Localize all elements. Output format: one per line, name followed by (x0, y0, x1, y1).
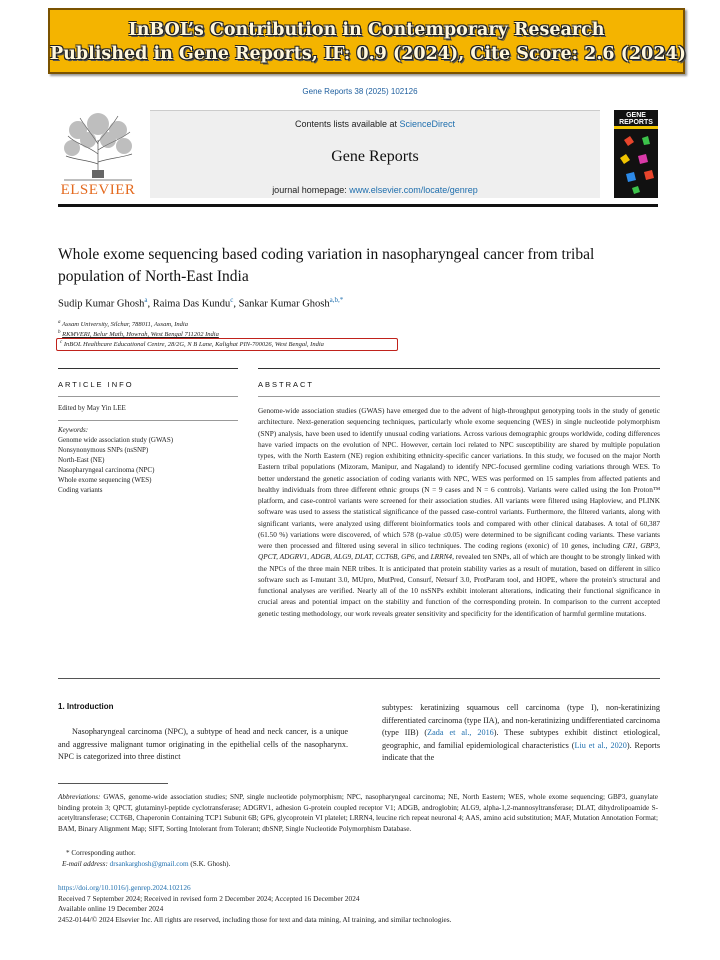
email-label: E-mail address: (62, 860, 110, 868)
abstract-and: and (416, 552, 431, 562)
abstract-text-1: Genome-wide association studies (GWAS) have emerged due to the advent of high-throughput genotyping tools in the study of genetic architecture. Next-generation sequencing techniques, particularly whole exome sequencing (WES) in single nucleotide polymorphism (SNP) analysis, have been used to identify unusual coding variations. Across various demographic groups worldwide, coding differences have varied impacts on the evolution of NPC. However, certain loci related to NPC susceptibility are shared by multiple population types, with the North Eastern (NE) region exhibiting ethnicity-specific cancer variations. In this study, we focused on the major North Eastern tribal populations (Mizoram, Manipur, and Nagaland) to identify NPC-focused germline coding variations through WES. To better understand the genetic association of coding variants with NPC, WES was performed on 15 samples from affected patients and healthy individuals from three different ethnic groups (N = 9 cases and N = 6 controls). Variants were called using the Ion Proton™ platform, and case-control variants were screened for their association studies. All variants were filtered using Haploview, and PLINK software was used to assess the statistical significance of the passed case-control variants. Furthermore, the filtered variants, along with significant variants, were analyzed using different bioinformatics tools and compared with other clinical databases. A total of 60,387 (61.50 %) variations were discovered, of which 578 (p-value ≤0.05) were determined to be significant coding variants. These variants were then processed and filtered using several in silico techniques. The coding regions (exonic) of 10 genes, including (258, 406, 660, 550)
author-3-sup[interactable]: a,b,* (329, 296, 344, 304)
intro-right-text-a: subtypes: keratinizing squamous cell carcinoma (type I), non-keratinizing differentiated carcinoma (type IIA), and non-keratinizing undifferentiated carcinoma (type IIB) ( (382, 703, 660, 737)
article-info-rule (58, 396, 238, 397)
copyright-notice: 2452-0144/© 2024 Elsevier Inc. All rights are reserved, including those for text and data mining, AI training, and similar technologies. (58, 914, 452, 924)
email-suffix: (S.K. Ghosh). (188, 860, 231, 868)
abstract-bottom-rule (58, 678, 660, 679)
cover-title-line-1: GENE (626, 112, 646, 119)
masthead-rule (58, 204, 658, 207)
reference-link[interactable]: Liu et al., 2020 (574, 740, 627, 750)
author-list (58, 296, 343, 310)
introduction-heading: 1. Introduction (58, 702, 114, 711)
available-online: Available online 19 December 2024 (58, 904, 164, 914)
abbreviations-footnote (58, 792, 658, 834)
affiliation-a (58, 320, 188, 328)
abbreviations-text: GWAS, genome-wide association studies; SNP, single nucleotide polymorphism; NPC, nasopharyngeal carcinoma; NE, North Eastern; WES, whole exome sequencing; GBP3, guanylate binding protein 3; QPCT, glutaminyl-peptide cyclotransferase; ADGRV1, adhesion G-protein coupled receptor V1; ADGB, androglobin; ALG9, alpha-1,2-mannosyltransferase; DLAT, dihydrolipoamide S-acetyltransferase; CCT6B, Chaperonin Containing TCP1 Subunit 6B; GP6, glycoprotein VI platelet; LRRN4, leucine rich repeat neuronal 4; AAS, amino acid substitution; MAF, Mutation Annotation Format; BAM, Binary Alignment Map; SIFT, Sorting Intolerant from Tolerant; dbSNP, Single Nucleotide Polymorphism Database. (58, 793, 658, 833)
abstract-last-gene: LRRN4 (430, 552, 453, 562)
sciencedirect-link[interactable]: ScienceDirect (399, 119, 456, 129)
abstract-top-rule (258, 368, 660, 369)
author-3[interactable]: Sankar Kumar Ghosh (238, 298, 330, 310)
intro-right-text-b: ). These subtypes exhibit distinct etiological, geographic, and familial epidemiological characteristics ( (382, 728, 660, 750)
author-1[interactable]: Sudip Kumar Ghosh (58, 298, 145, 310)
affiliation-b-text: RKMVERI, Belur Math, Howrah, West Bengal 711202 India (62, 331, 219, 339)
author-2-sup[interactable]: c (230, 296, 234, 304)
keyword-item: Nonsynonymous SNPs (nsSNP) (58, 446, 149, 454)
author-2[interactable]: Raima Das Kundu (152, 298, 231, 310)
introduction-left-column: Nasopharyngeal carcinoma (NPC), a subtype of head and neck cancer, is a unique and aggressive malignant tumor originating in the epithelial cells of the nasopharynx. NPC is categorized into three distinct (58, 727, 348, 761)
reference-link[interactable]: Zada et al., 2016 (427, 728, 494, 737)
article-info-top-rule (58, 368, 238, 369)
received-dates: Received 7 September 2024; Received in revised form 2 December 2024; Accepted 16 December 2024 (58, 893, 360, 903)
abbreviations-label: Abbreviations: (58, 793, 101, 801)
publisher-name: ELSEVIER (60, 182, 136, 198)
cover-title-line-2: REPORTS (619, 119, 653, 126)
affiliation-c-sup: c (60, 340, 63, 345)
contents-prefix: Contents lists available at (294, 119, 400, 129)
article-info-heading: ARTICLE INFO (58, 380, 134, 389)
article-title: Whole exome sequencing based coding variation in nasopharyngeal cancer from tribal population of North-East India (58, 246, 595, 285)
email-link[interactable]: drsankarghosh@gmail.com (109, 860, 189, 868)
homepage-link[interactable]: www.elsevier.com/locate/genrep (349, 185, 478, 195)
affiliation-a-sup: a (58, 320, 61, 325)
journal-masthead (58, 110, 658, 204)
journal-citation[interactable]: Gene Reports 38 (2025) 102126 (302, 87, 418, 96)
keywords-label: Keywords: (58, 426, 89, 434)
banner-line-2: Published in Gene Reports, IF: 0.9 (2024), Cite Score: 2.6 (2024) (50, 44, 686, 64)
journal-cover-thumbnail[interactable] (614, 110, 658, 198)
affiliation-b (58, 330, 219, 338)
cover-title (614, 112, 658, 126)
intro-right-text-c: ). Reports indicate that the (382, 740, 661, 762)
author-separator: , (233, 298, 239, 310)
edited-by: Edited by May Yin LEE (58, 404, 126, 412)
abstract-rule (258, 396, 660, 397)
affiliation-a-text: Assam University, Silchar, 788011, Assam, India (62, 321, 188, 329)
abstract-body (258, 405, 660, 619)
affiliation-b-sup: b (58, 330, 61, 335)
keyword-item: North-East (NE) (58, 456, 105, 464)
affiliation-c-text: InBOL Healthcare Educational Centre, 28/2G, N B Lane, Kalighat PIN-700026, West Bengal, India (63, 341, 324, 349)
keywords-rule (58, 420, 238, 421)
contents-available (150, 119, 600, 129)
keyword-item: Nasopharyngeal carcinoma (NPC) (58, 466, 155, 474)
journal-homepage (150, 185, 600, 195)
keyword-item: Genome wide association study (GWAS) (58, 436, 174, 444)
abstract-text-2: , revealed ten SNPs, all of which are thought to be strongly linked with the NPCs of the three main NER tribes. It is anticipated that protein stability varies as a result of mutation, based on different in silico software such as I-mutant 3.0, MUpro, MutPred, Consurf, Netsurf 3.0, ProtParam tool, and HOPE, where the protein's structural and functional analyses are verified. Nearly all of the 10 nsSNPs exhibit intolerant alterations, indicating their functional significance in crucial areas and potential impact on the stability and function of the corresponding protein. In comparison to the current accepted genetic testing methodology, our work reveals greater sensitivity and specificity for the identification of harmful germline mutations. (258, 552, 660, 618)
author-separator: , (147, 298, 153, 310)
keyword-item: Whole exome sequencing (WES) (58, 476, 152, 484)
doi-link[interactable]: https://doi.org/10.1016/j.genrep.2024.102126 (58, 883, 191, 892)
abstract-gene-list: CR1, GBP3, QPCT, ADGRV1, ADGB, ALG9, DLAT, CCT6B, GP6, (258, 541, 660, 562)
publication-info (58, 883, 451, 925)
email-note (62, 860, 230, 868)
cover-art (614, 128, 658, 198)
abstract-heading: ABSTRACT (258, 380, 315, 389)
banner-line-1: InBOL’s Contribution in Contemporary Research (128, 20, 605, 40)
affiliation-highlight-box (56, 338, 398, 351)
journal-title: Gene Reports (331, 148, 419, 165)
footnote-rule (58, 783, 168, 784)
homepage-prefix: journal homepage: (272, 185, 350, 195)
introduction-right-column (382, 702, 660, 765)
masthead-center (150, 110, 600, 198)
author-1-sup[interactable]: a (144, 296, 148, 304)
promo-banner (48, 8, 685, 74)
keyword-item: Coding variants (58, 486, 103, 494)
corresponding-author-note: * Corresponding author. (66, 849, 136, 857)
